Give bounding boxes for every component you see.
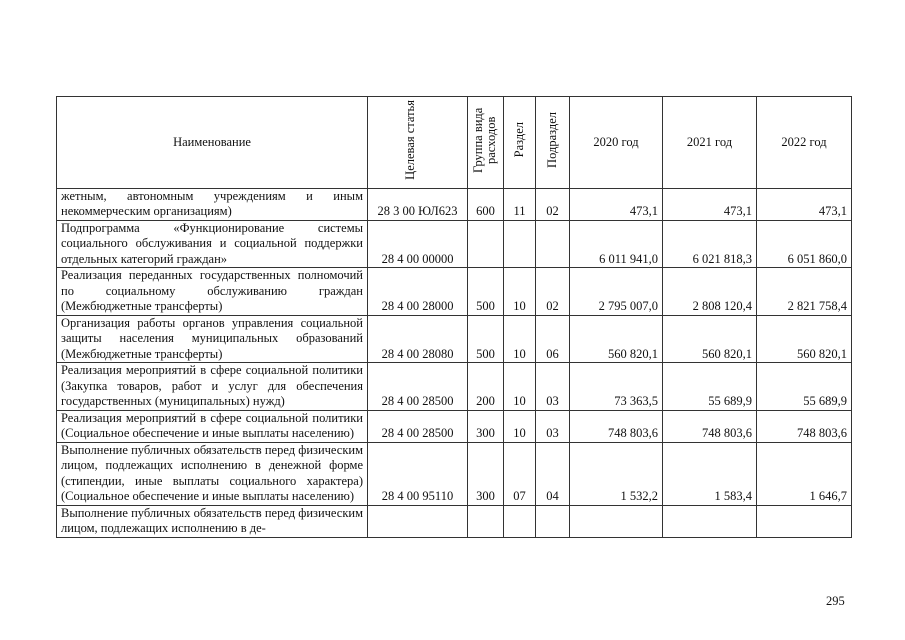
header-group [468, 97, 504, 189]
table-header-row [57, 97, 852, 189]
row-2022: 2 821 758,4 [757, 268, 852, 316]
row-name: Реализация мероприятий в сфере социальной политики (Закупка товаров, работ и услуг для обеспечения государственных (муниципальных) нужд) [57, 363, 368, 411]
row-section: 10 [504, 363, 536, 411]
row-2022: 1 646,7 [757, 442, 852, 505]
row-name: жетным, автономным учреждениям и иным некоммерческим организациям) [57, 188, 368, 220]
row-code: 28 4 00 00000 [368, 220, 468, 268]
row-2022: 55 689,9 [757, 363, 852, 411]
row-code: 28 4 00 28500 [368, 410, 468, 442]
row-section [504, 505, 536, 537]
row-name: Организация работы органов управления социальной защиты населения муниципальных образований (Межбюджетные трансферты) [57, 315, 368, 363]
row-2021: 1 583,4 [663, 442, 757, 505]
row-name: Реализация переданных государственных полномочий по социальному обслуживанию граждан (Межбюджетные трансферты) [57, 268, 368, 316]
row-section [504, 220, 536, 268]
header-target [368, 97, 468, 189]
budget-table [56, 96, 852, 538]
table-row [57, 442, 852, 505]
row-section: 11 [504, 188, 536, 220]
table-row [57, 268, 852, 316]
row-subsection: 03 [536, 363, 570, 411]
row-2021: 55 689,9 [663, 363, 757, 411]
row-code: 28 4 00 28080 [368, 315, 468, 363]
table-row [57, 410, 852, 442]
table-row [57, 315, 852, 363]
row-2020: 473,1 [570, 188, 663, 220]
row-2020 [570, 505, 663, 537]
row-section: 10 [504, 268, 536, 316]
row-section: 10 [504, 410, 536, 442]
row-2021: 560 820,1 [663, 315, 757, 363]
row-subsection [536, 220, 570, 268]
row-subsection: 04 [536, 442, 570, 505]
row-subsection: 02 [536, 268, 570, 316]
row-subsection: 03 [536, 410, 570, 442]
row-2021: 748 803,6 [663, 410, 757, 442]
row-name: Подпрограмма «Функционирование системы социального обслуживания и социальной поддержки отдельных категорий граждан» [57, 220, 368, 268]
row-2022: 748 803,6 [757, 410, 852, 442]
row-subsection: 06 [536, 315, 570, 363]
row-group [468, 505, 504, 537]
row-group: 300 [468, 442, 504, 505]
header-group-text: Группа вида расходов [471, 107, 498, 173]
row-group: 600 [468, 188, 504, 220]
row-2021: 6 021 818,3 [663, 220, 757, 268]
table-row [57, 188, 852, 220]
header-subsection-text: Подраздел [545, 112, 559, 168]
row-subsection [536, 505, 570, 537]
row-code: 28 4 00 28500 [368, 363, 468, 411]
header-2021: 2021 год [663, 97, 757, 189]
row-2022 [757, 505, 852, 537]
row-name: Выполнение публичных обязательств перед физическим лицом, подлежащих исполнению в денежной форме (стипендии, иные выплаты социального характера) (Социальное обеспечение и иные выплаты населению) [57, 442, 368, 505]
header-section [504, 97, 536, 189]
row-group [468, 220, 504, 268]
row-2020: 2 795 007,0 [570, 268, 663, 316]
row-code [368, 505, 468, 537]
row-subsection: 02 [536, 188, 570, 220]
row-2022: 473,1 [757, 188, 852, 220]
page-number: 295 [826, 594, 845, 608]
row-code: 28 4 00 28000 [368, 268, 468, 316]
row-code: 28 4 00 95110 [368, 442, 468, 505]
header-2020: 2020 год [570, 97, 663, 189]
row-2021: 2 808 120,4 [663, 268, 757, 316]
row-name: Выполнение публичных обязательств перед физическим лицом, подлежащих исполнению в де- [57, 505, 368, 537]
header-2022: 2022 год [757, 97, 852, 189]
row-2021: 473,1 [663, 188, 757, 220]
row-group: 500 [468, 315, 504, 363]
row-group: 200 [468, 363, 504, 411]
header-name: Наименование [57, 97, 368, 189]
header-target-text: Целевая статья [402, 100, 417, 180]
row-2022: 6 051 860,0 [757, 220, 852, 268]
row-name: Реализация мероприятий в сфере социальной политики (Социальное обеспечение и иные выплаты населению) [57, 410, 368, 442]
row-2022: 560 820,1 [757, 315, 852, 363]
row-section: 07 [504, 442, 536, 505]
header-section-text: Раздел [512, 122, 526, 158]
table-row [57, 505, 852, 537]
row-2020: 560 820,1 [570, 315, 663, 363]
header-subsection [536, 97, 570, 189]
row-2020: 748 803,6 [570, 410, 663, 442]
row-2020: 6 011 941,0 [570, 220, 663, 268]
row-code: 28 3 00 ЮЛ623 [368, 188, 468, 220]
row-group: 300 [468, 410, 504, 442]
table-row [57, 363, 852, 411]
row-group: 500 [468, 268, 504, 316]
row-2020: 1 532,2 [570, 442, 663, 505]
row-2020: 73 363,5 [570, 363, 663, 411]
table-row [57, 220, 852, 268]
row-2021 [663, 505, 757, 537]
row-section: 10 [504, 315, 536, 363]
